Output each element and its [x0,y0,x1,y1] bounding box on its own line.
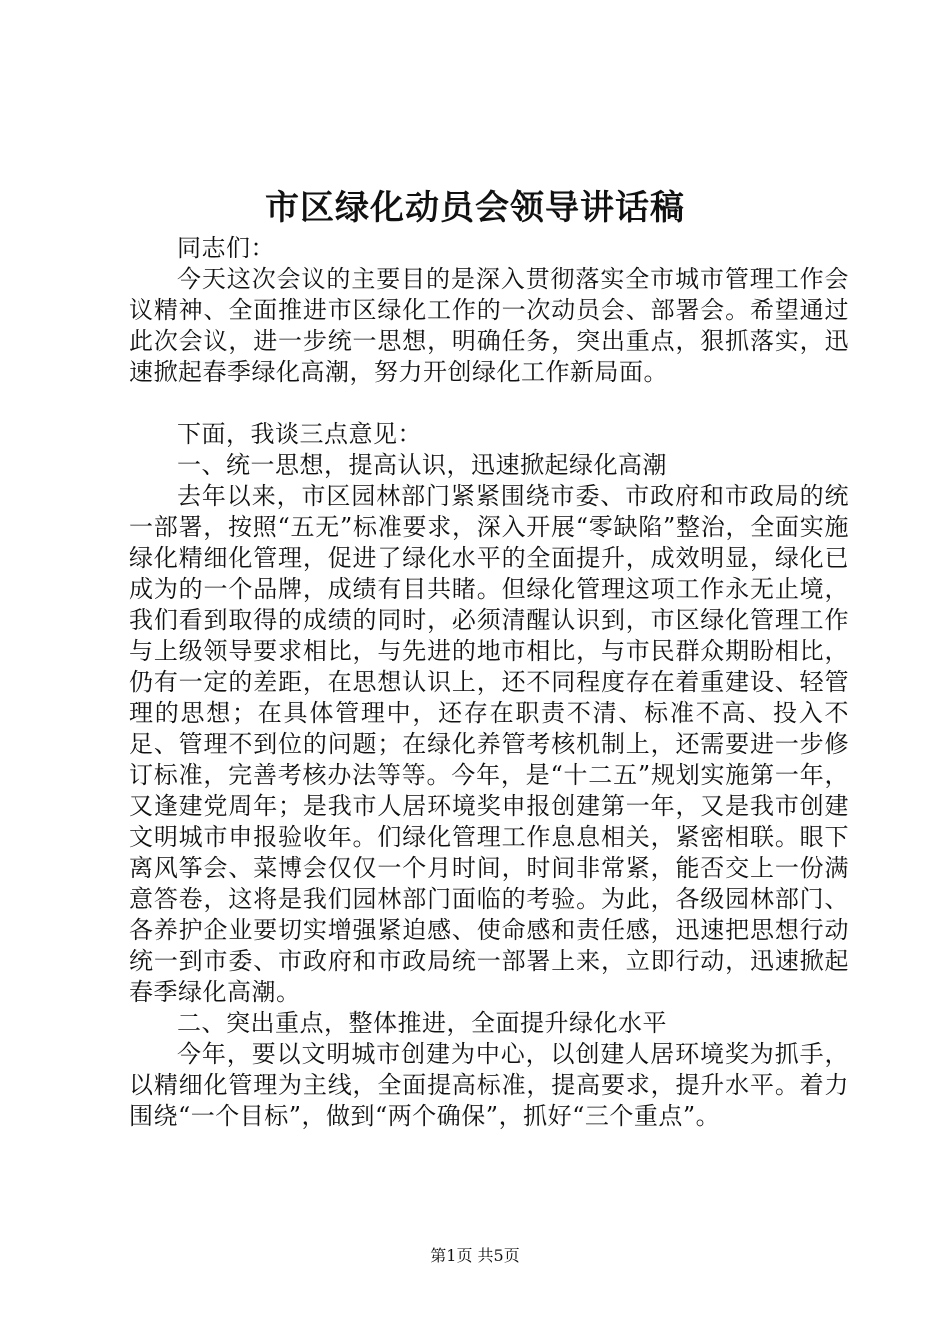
section-heading-1: 一、统一思想，提高认识，迅速掀起绿化高潮 [177,451,667,479]
page-footer: 第1页 共5页 [430,1246,520,1265]
document-body [129,233,849,1132]
intro-paragraph: 今天这次会议的主要目的是深入贯彻落实全市城市管理工作会议精神、全面推进市区绿化工作的一次动员会、部署会。希望通过此次会议，进一步统一思想，明确任务，突出重点，狠抓落实，迅速掀起春季绿化高潮，努力开创绿化工作新局面。 [129,265,849,386]
section-1-body-paragraph: 去年以来，市区园林部门紧紧围绕市委、市政府和市政局的统一部署，按照“五无”标准要求，深入开展“零缺陷”整治，全面实施绿化精细化管理，促进了绿化水平的全面提升，成效明显，绿化已成为的一个品牌，成绩有目共睹。但绿化管理这项工作永无止境，我们看到取得的成绩的同时，必须清醒认识到，市区绿化管理工作与上级领导要求相比，与先进的地市相比，与市民群众期盼相比，仍有一定的差距，在思想认识上，还不同程度存在着重建设、轻管理的思想；在具体管理中，还存在职责不清、标准不高、投入不足、管理不到位的问题；在绿化养管考核机制上，还需要进一步修订标准，完善考核办法等等。今年，是“十二五”规划实施第一年，又逢建党周年；是我市人居环境奖申报创建第一年，又是我市创建文明城市申报验收年。们绿化管理工作息息相关，紧密相联。眼下离风筝会、菜博会仅仅一个月时间，时间非常紧，能否交上一份满意答卷，这将是我们园林部门面临的考验。为此，各级园林部门、各养护企业要切实增强紧迫感、使命感和责任感，迅速把思想行动统一到市委、市政府和市政局统一部署上来，立即行动，迅速掀起春季绿化高潮。 [129,482,849,1006]
salutation-paragraph: 同志们： [177,234,275,262]
document-title: 市区绿化动员会领导讲话稿 [265,188,685,228]
section-2-body-paragraph: 今年，要以文明城市创建为中心，以创建人居环境奖为抓手，以精细化管理为主线，全面提高标准，提高要求，提升水平。着力围绕“一个目标”，做到“两个确保”，抓好“三个重点”。 [129,1040,849,1130]
section-heading-2: 二、突出重点，整体推进，全面提升绿化水平 [177,1009,667,1037]
opinions-intro-paragraph: 下面，我谈三点意见： [177,420,422,448]
